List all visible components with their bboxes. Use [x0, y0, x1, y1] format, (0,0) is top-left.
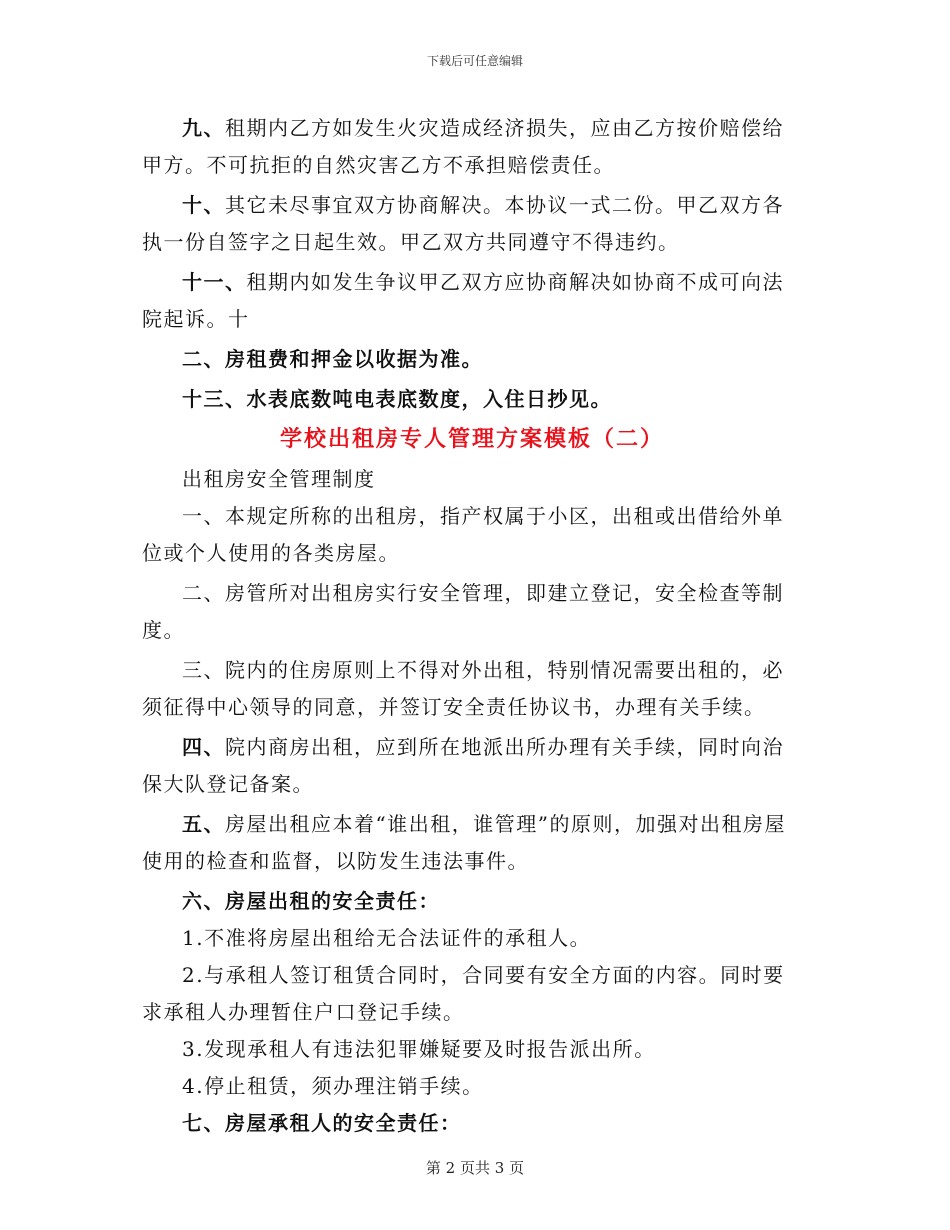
document-body: [142, 110, 802, 1142]
rule-6-item-1: 1.不准将房屋出租给无合法证件的承租人。: [182, 926, 592, 950]
clause-10-text: 其它未尽事宜双方协商解决。本协议一式二份。甲乙双方各执一份自签字之日起生效。甲乙双方共同遵守不得违约。: [142, 193, 784, 254]
section-subtitle: 出租房安全管理制度: [182, 467, 376, 491]
clause-10-number: 十、: [182, 193, 225, 217]
clause-9-text: 租期内乙方如发生火灾造成经济损失，应由乙方按价赔偿给甲方。不可抗拒的自然灾害乙方不承担赔偿责任。: [142, 116, 784, 177]
rule-5-number: 五、: [182, 812, 225, 836]
clause-11-text: 租期内如发生争议甲乙双方应协商解决如协商不成可向法院起诉。十: [142, 270, 784, 331]
rule-5-text: 房屋出租应本着“谁出租，谁管理”的原则，加强对出租房屋使用的检查和监督，以防发生违法事件。: [142, 812, 786, 873]
clause-9: [142, 110, 802, 184]
section-title: 学校出租房专人管理方案模板（二）: [279, 426, 664, 452]
page-footer: 第 2 页共 3 页: [425, 1159, 525, 1177]
rule-6-heading: 六、房屋出租的安全责任：: [182, 889, 440, 913]
rule-6-item-3: 3.发现承租人有违法犯罪嫌疑要及时报告派出所。: [182, 1037, 656, 1061]
rule-7-heading: 七、房屋承租人的安全责任：: [182, 1111, 462, 1135]
page-header: 下载后可任意编辑: [426, 54, 523, 68]
rule-1: 一、本规定所称的出租房，指产权属于小区，出租或出借给外单位或个人使用的各类房屋。: [142, 504, 784, 565]
rule-4-text: 院内商房出租，应到所在地派出所办理有关手续，同时向治保大队登记备案。: [142, 735, 784, 796]
clause-11-number: 十一、: [182, 270, 247, 294]
rule-6-item-4: 4.停止租赁，须办理注销手续。: [182, 1074, 484, 1098]
clause-11: [142, 264, 802, 338]
rule-3: 三、院内的住房原则上不得对外出租，特别情况需要出租的，必须征得中心领导的同意，并签订安全责任协议书，办理有关手续。: [142, 658, 784, 719]
rule-4: [142, 729, 802, 803]
rule-2: 二、房管所对出租房实行安全管理，即建立登记，安全检查等制度。: [142, 581, 784, 642]
clause-9-number: 九、: [182, 116, 225, 140]
clause-10: [142, 187, 802, 261]
rule-6-item-2: 2.与承租人签订租赁合同时，合同要有安全方面的内容。同时要求承租人办理暂住户口登记手续。: [142, 963, 785, 1024]
rule-4-number: 四、: [182, 735, 225, 759]
clause-13: 十三、水表底数吨电表底数度，入住日抄见。: [182, 387, 612, 411]
clause-12: 二、房租费和押金以收据为准。: [182, 347, 483, 371]
rule-5: [142, 806, 802, 880]
